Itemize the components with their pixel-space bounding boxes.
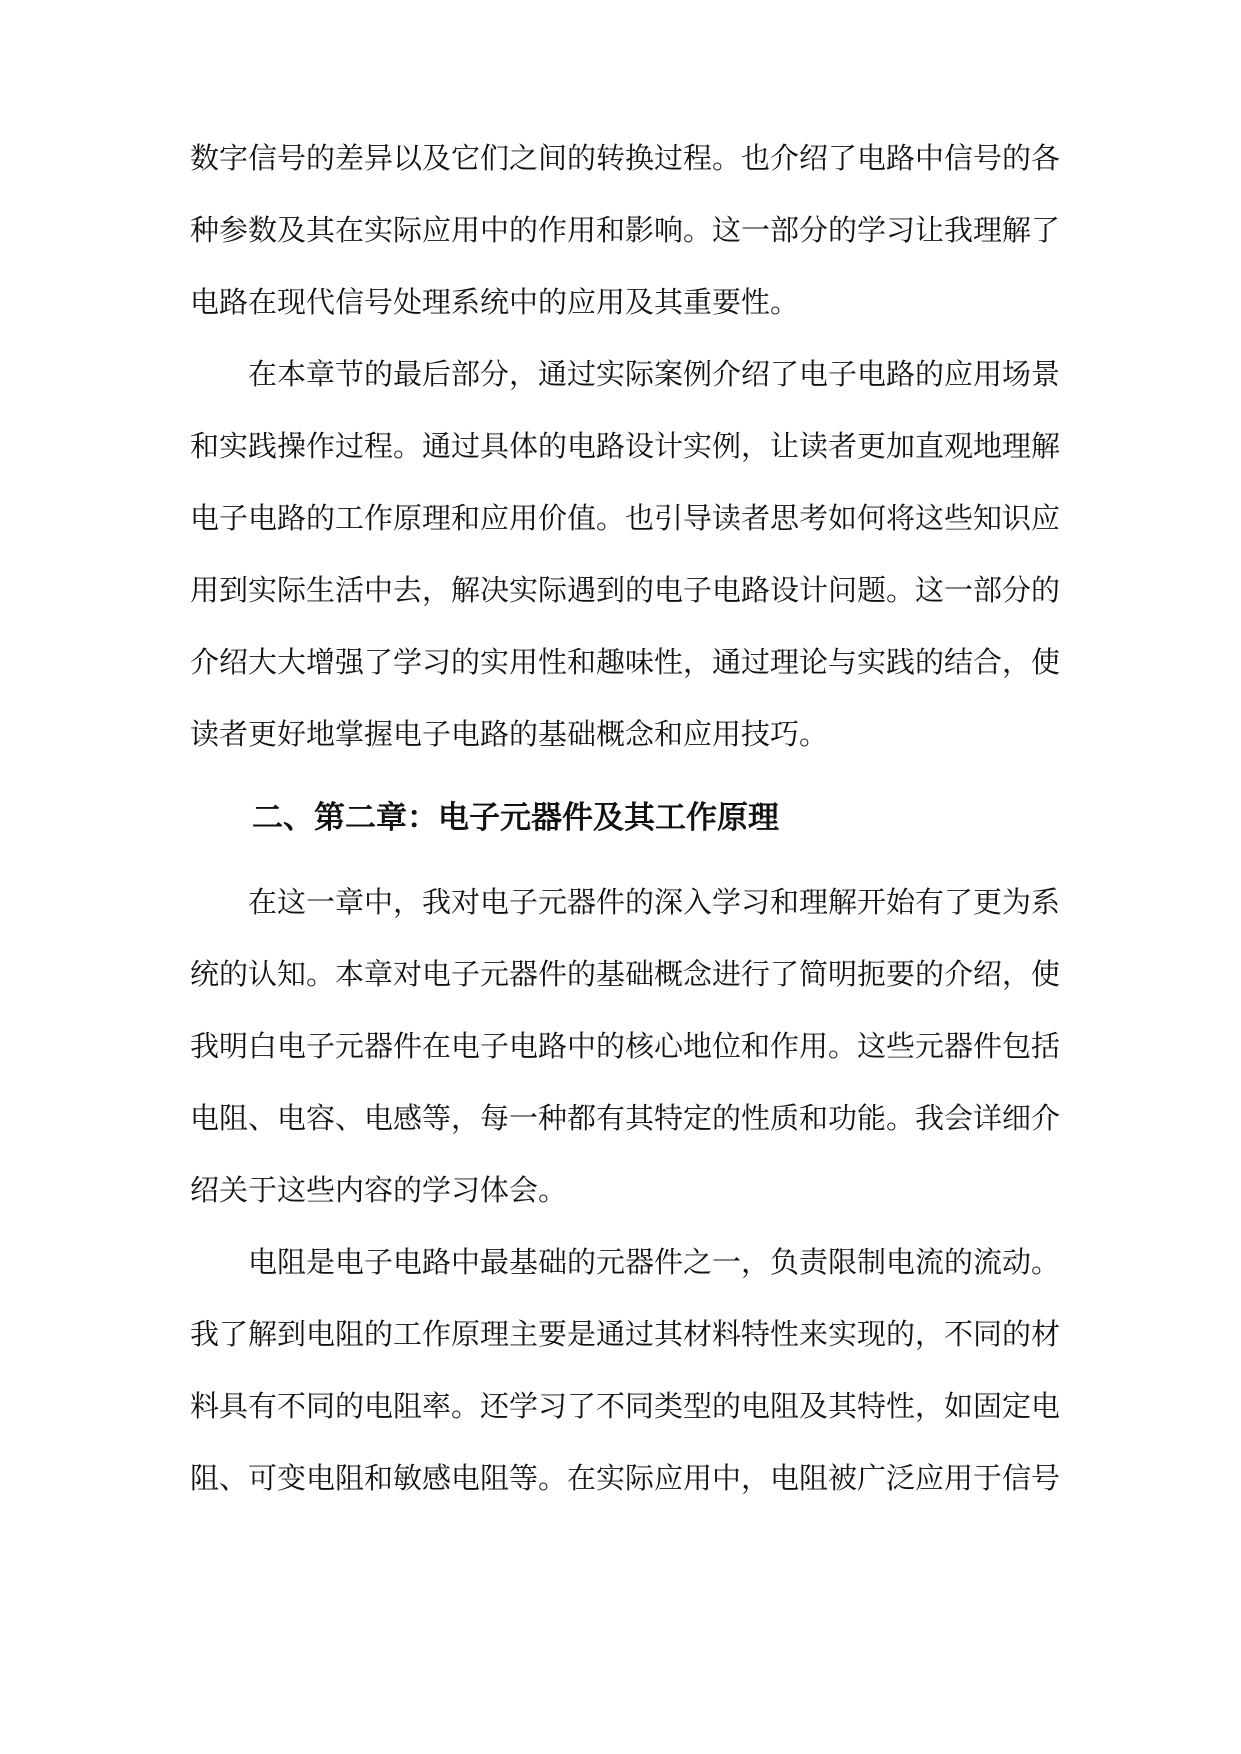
paragraph-3-line-5: 绍关于这些内容的学习体会。 bbox=[190, 1173, 568, 1207]
paragraph-1-line-3: 电路在现代信号处理系统中的应用及其重要性。 bbox=[190, 285, 800, 319]
paragraph-3-line-3: 我明白电子元器件在电子电路中的核心地位和作用。这些元器件包括 bbox=[190, 1029, 1061, 1063]
paragraph-2-line-1: 在本章节的最后部分，通过实际案例介绍了电子电路的应用场景 bbox=[190, 357, 1061, 391]
paragraph-3-line-4: 电阻、电容、电感等，每一种都有其特定的性质和功能。我会详细介 bbox=[190, 1101, 1061, 1135]
paragraph-1-line-1: 数字信号的差异以及它们之间的转换过程。也介绍了电路中信号的各 bbox=[190, 141, 1061, 175]
paragraph-3-line-2: 统的认知。本章对电子元器件的基础概念进行了简明扼要的介绍，使 bbox=[190, 957, 1061, 991]
section-heading: 二、第二章：电子元器件及其工作原理 bbox=[252, 800, 779, 836]
paragraph-4-line-3: 料具有不同的电阻率。还学习了不同类型的电阻及其特性，如固定电 bbox=[190, 1389, 1061, 1423]
paragraph-2-line-2: 和实践操作过程。通过具体的电路设计实例，让读者更加直观地理解 bbox=[190, 429, 1061, 463]
paragraph-4-line-4: 阻、可变电阻和敏感电阻等。在实际应用中，电阻被广泛应用于信号 bbox=[190, 1461, 1061, 1495]
paragraph-4-line-1: 电阻是电子电路中最基础的元器件之一，负责限制电流的流动。 bbox=[190, 1245, 1061, 1279]
paragraph-2-line-5: 介绍大大增强了学习的实用性和趣味性，通过理论与实践的结合，使 bbox=[190, 645, 1061, 679]
paragraph-3-line-1: 在这一章中，我对电子元器件的深入学习和理解开始有了更为系 bbox=[190, 885, 1061, 919]
paragraph-2-line-6: 读者更好地掌握电子电路的基础概念和应用技巧。 bbox=[190, 717, 829, 751]
paragraph-2-line-4: 用到实际生活中去，解决实际遇到的电子电路设计问题。这一部分的 bbox=[190, 573, 1061, 607]
paragraph-1-line-2: 种参数及其在实际应用中的作用和影响。这一部分的学习让我理解了 bbox=[190, 213, 1061, 247]
paragraph-4-line-2: 我了解到电阻的工作原理主要是通过其材料特性来实现的，不同的材 bbox=[190, 1317, 1061, 1351]
paragraph-2-line-3: 电子电路的工作原理和应用价值。也引导读者思考如何将这些知识应 bbox=[190, 501, 1061, 535]
